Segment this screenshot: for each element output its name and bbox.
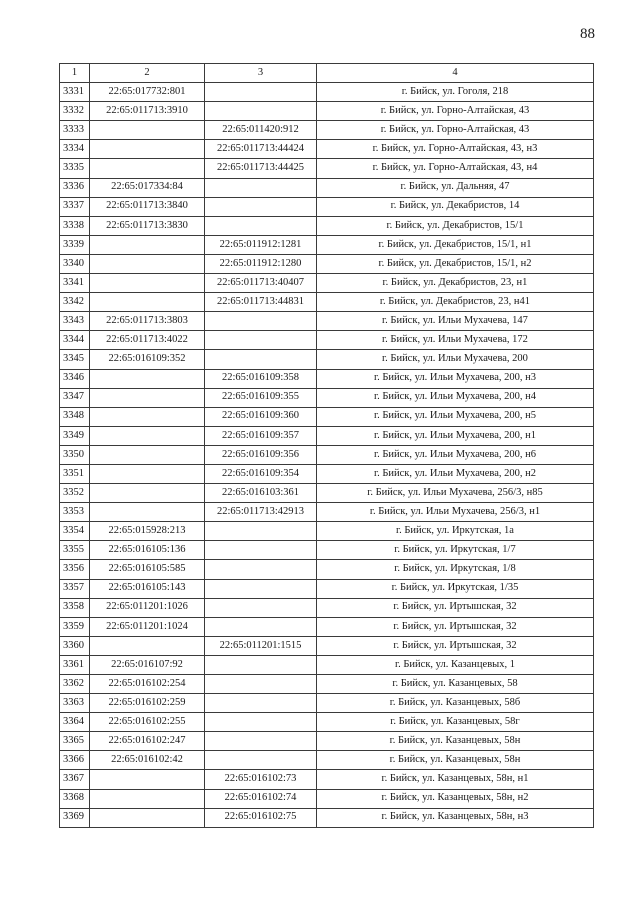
cadastral-number-cell	[90, 254, 205, 273]
cadastral-number-cell	[90, 464, 205, 483]
premises-cadastral-cell	[205, 102, 317, 121]
cadastral-number-cell: 22:65:016102:259	[90, 694, 205, 713]
cadastral-number-cell	[90, 140, 205, 159]
premises-cadastral-cell	[205, 617, 317, 636]
premises-cadastral-cell: 22:65:016109:355	[205, 388, 317, 407]
address-cell: г. Бийск, ул. Иртышская, 32	[317, 636, 594, 655]
table-row	[60, 83, 594, 102]
column-header: 3	[205, 64, 317, 83]
table-row	[60, 808, 594, 827]
cadastral-number-cell: 22:65:016109:352	[90, 350, 205, 369]
cadastral-number-cell	[90, 274, 205, 293]
row-number-cell: 3352	[60, 484, 90, 503]
cadastral-number-cell	[90, 789, 205, 808]
premises-cadastral-cell: 22:65:016109:356	[205, 445, 317, 464]
row-number-cell: 3363	[60, 694, 90, 713]
row-number-cell: 3353	[60, 503, 90, 522]
premises-cadastral-cell	[205, 178, 317, 197]
cadastral-number-cell	[90, 426, 205, 445]
table-row	[60, 159, 594, 178]
cadastral-number-cell	[90, 484, 205, 503]
table-row	[60, 541, 594, 560]
premises-cadastral-cell: 22:65:016109:358	[205, 369, 317, 388]
cadastral-number-cell	[90, 503, 205, 522]
table-row	[60, 445, 594, 464]
cadastral-number-cell: 22:65:016102:255	[90, 713, 205, 732]
address-cell: г. Бийск, ул. Ильи Мухачева, 172	[317, 331, 594, 350]
premises-cadastral-cell	[205, 579, 317, 598]
cadastral-number-cell	[90, 369, 205, 388]
table-body	[60, 83, 594, 828]
address-cell: г. Бийск, ул. Горно-Алтайская, 43, н4	[317, 159, 594, 178]
premises-cadastral-cell: 22:65:011713:42913	[205, 503, 317, 522]
row-number-cell: 3369	[60, 808, 90, 827]
address-cell: г. Бийск, ул. Казанцевых, 58н, н2	[317, 789, 594, 808]
premises-cadastral-cell	[205, 350, 317, 369]
row-number-cell: 3367	[60, 770, 90, 789]
address-cell: г. Бийск, ул. Ильи Мухачева, 200, н2	[317, 464, 594, 483]
table-row	[60, 121, 594, 140]
cadastral-number-cell: 22:65:016107:92	[90, 655, 205, 674]
address-cell: г. Бийск, ул. Иркутская, 1/8	[317, 560, 594, 579]
row-number-cell: 3348	[60, 407, 90, 426]
cadastral-number-cell	[90, 388, 205, 407]
row-number-cell: 3358	[60, 598, 90, 617]
row-number-cell: 3354	[60, 522, 90, 541]
table-row	[60, 770, 594, 789]
cadastral-number-cell	[90, 445, 205, 464]
row-number-cell: 3345	[60, 350, 90, 369]
premises-cadastral-cell: 22:65:016109:360	[205, 407, 317, 426]
premises-cadastral-cell	[205, 560, 317, 579]
cadastral-number-cell: 22:65:016102:247	[90, 732, 205, 751]
row-number-cell: 3366	[60, 751, 90, 770]
table-row	[60, 140, 594, 159]
row-number-cell: 3337	[60, 197, 90, 216]
cadastral-number-cell: 22:65:011201:1024	[90, 617, 205, 636]
cadastral-number-cell: 22:65:011713:3803	[90, 312, 205, 331]
address-cell: г. Бийск, ул. Ильи Мухачева, 200, н6	[317, 445, 594, 464]
cadastral-number-cell	[90, 159, 205, 178]
table-row	[60, 579, 594, 598]
premises-cadastral-cell	[205, 83, 317, 102]
address-cell: г. Бийск, ул. Декабристов, 23, н41	[317, 293, 594, 312]
address-cell: г. Бийск, ул. Дальняя, 47	[317, 178, 594, 197]
row-number-cell: 3333	[60, 121, 90, 140]
premises-cadastral-cell	[205, 732, 317, 751]
row-number-cell: 3356	[60, 560, 90, 579]
table-row	[60, 331, 594, 350]
cadastral-number-cell: 22:65:016102:42	[90, 751, 205, 770]
cadastral-number-cell: 22:65:016105:143	[90, 579, 205, 598]
premises-cadastral-cell	[205, 655, 317, 674]
address-cell: г. Бийск, ул. Декабристов, 14	[317, 197, 594, 216]
address-cell: г. Бийск, ул. Ильи Мухачева, 200	[317, 350, 594, 369]
cadastral-number-cell: 22:65:017334:84	[90, 178, 205, 197]
table-row	[60, 636, 594, 655]
column-header: 1	[60, 64, 90, 83]
table-row	[60, 522, 594, 541]
address-cell: г. Бийск, ул. Иртышская, 32	[317, 617, 594, 636]
address-cell: г. Бийск, ул. Ильи Мухачева, 200, н1	[317, 426, 594, 445]
address-cell: г. Бийск, ул. Горно-Алтайская, 43	[317, 121, 594, 140]
row-number-cell: 3336	[60, 178, 90, 197]
cadastral-number-cell: 22:65:011713:4022	[90, 331, 205, 350]
cadastral-number-cell	[90, 121, 205, 140]
table-row	[60, 178, 594, 197]
cadastral-number-cell: 22:65:011713:3830	[90, 216, 205, 235]
row-number-cell: 3346	[60, 369, 90, 388]
address-cell: г. Бийск, ул. Ильи Мухачева, 256/3, н85	[317, 484, 594, 503]
address-cell: г. Бийск, ул. Казанцевых, 58б	[317, 694, 594, 713]
cadastral-number-cell: 22:65:017732:801	[90, 83, 205, 102]
cadastral-number-cell	[90, 636, 205, 655]
premises-cadastral-cell: 22:65:011912:1280	[205, 254, 317, 273]
table-row	[60, 464, 594, 483]
premises-cadastral-cell: 22:65:011201:1515	[205, 636, 317, 655]
address-cell: г. Бийск, ул. Казанцевых, 1	[317, 655, 594, 674]
row-number-cell: 3332	[60, 102, 90, 121]
row-number-cell: 3339	[60, 235, 90, 254]
premises-cadastral-cell	[205, 216, 317, 235]
address-cell: г. Бийск, ул. Гоголя, 218	[317, 83, 594, 102]
cadastral-number-cell: 22:65:016102:254	[90, 675, 205, 694]
row-number-cell: 3338	[60, 216, 90, 235]
cadastral-number-cell	[90, 808, 205, 827]
premises-cadastral-cell	[205, 694, 317, 713]
table-row	[60, 732, 594, 751]
premises-cadastral-cell	[205, 312, 317, 331]
row-number-cell: 3350	[60, 445, 90, 464]
column-header: 4	[317, 64, 594, 83]
address-cell: г. Бийск, ул. Ильи Мухачева, 200, н3	[317, 369, 594, 388]
cadastral-number-cell	[90, 770, 205, 789]
table-row	[60, 369, 594, 388]
table-row	[60, 655, 594, 674]
table-row	[60, 197, 594, 216]
cadastral-number-cell: 22:65:011713:3910	[90, 102, 205, 121]
row-number-cell: 3334	[60, 140, 90, 159]
row-number-cell: 3360	[60, 636, 90, 655]
row-number-cell: 3355	[60, 541, 90, 560]
cadastral-number-cell	[90, 293, 205, 312]
premises-cadastral-cell: 22:65:016109:357	[205, 426, 317, 445]
cadastral-number-cell: 22:65:011713:3840	[90, 197, 205, 216]
address-cell: г. Бийск, ул. Казанцевых, 58н, н3	[317, 808, 594, 827]
premises-cadastral-cell: 22:65:011713:44831	[205, 293, 317, 312]
table-row	[60, 789, 594, 808]
address-cell: г. Бийск, ул. Декабристов, 15/1, н1	[317, 235, 594, 254]
row-number-cell: 3335	[60, 159, 90, 178]
table-row	[60, 293, 594, 312]
address-cell: г. Бийск, ул. Ильи Мухачева, 147	[317, 312, 594, 331]
address-cell: г. Бийск, ул. Декабристов, 15/1, н2	[317, 254, 594, 273]
table-row	[60, 617, 594, 636]
table-row	[60, 216, 594, 235]
premises-cadastral-cell	[205, 598, 317, 617]
registry-table	[59, 63, 594, 828]
table-row	[60, 350, 594, 369]
address-cell: г. Бийск, ул. Казанцевых, 58н	[317, 732, 594, 751]
premises-cadastral-cell	[205, 522, 317, 541]
row-number-cell: 3349	[60, 426, 90, 445]
premises-cadastral-cell	[205, 541, 317, 560]
table-row	[60, 484, 594, 503]
address-cell: г. Бийск, ул. Казанцевых, 58н	[317, 751, 594, 770]
page-number: 88	[580, 26, 595, 42]
table-row	[60, 751, 594, 770]
address-cell: г. Бийск, ул. Казанцевых, 58н, н1	[317, 770, 594, 789]
table-row	[60, 235, 594, 254]
address-cell: г. Бийск, ул. Иркутская, 1/7	[317, 541, 594, 560]
table-header-row	[60, 64, 594, 83]
premises-cadastral-cell: 22:65:016102:74	[205, 789, 317, 808]
row-number-cell: 3340	[60, 254, 90, 273]
table-row	[60, 426, 594, 445]
premises-cadastral-cell: 22:65:011912:1281	[205, 235, 317, 254]
table-row	[60, 274, 594, 293]
address-cell: г. Бийск, ул. Ильи Мухачева, 200, н5	[317, 407, 594, 426]
address-cell: г. Бийск, ул. Декабристов, 23, н1	[317, 274, 594, 293]
table-row	[60, 694, 594, 713]
table-row	[60, 598, 594, 617]
table-row	[60, 560, 594, 579]
premises-cadastral-cell	[205, 751, 317, 770]
row-number-cell: 3341	[60, 274, 90, 293]
table-row	[60, 713, 594, 732]
premises-cadastral-cell: 22:65:016102:75	[205, 808, 317, 827]
row-number-cell: 3364	[60, 713, 90, 732]
address-cell: г. Бийск, ул. Декабристов, 15/1	[317, 216, 594, 235]
row-number-cell: 3343	[60, 312, 90, 331]
row-number-cell: 3361	[60, 655, 90, 674]
table-row	[60, 312, 594, 331]
row-number-cell: 3331	[60, 83, 90, 102]
cadastral-number-cell: 22:65:016105:136	[90, 541, 205, 560]
premises-cadastral-cell	[205, 675, 317, 694]
address-cell: г. Бийск, ул. Иркутская, 1а	[317, 522, 594, 541]
address-cell: г. Бийск, ул. Иркутская, 1/35	[317, 579, 594, 598]
column-header: 2	[90, 64, 205, 83]
cadastral-number-cell: 22:65:016105:585	[90, 560, 205, 579]
row-number-cell: 3347	[60, 388, 90, 407]
premises-cadastral-cell	[205, 713, 317, 732]
address-cell: г. Бийск, ул. Ильи Мухачева, 256/3, н1	[317, 503, 594, 522]
row-number-cell: 3365	[60, 732, 90, 751]
row-number-cell: 3357	[60, 579, 90, 598]
address-cell: г. Бийск, ул. Горно-Алтайская, 43, н3	[317, 140, 594, 159]
row-number-cell: 3362	[60, 675, 90, 694]
premises-cadastral-cell	[205, 197, 317, 216]
cadastral-number-cell: 22:65:015928:213	[90, 522, 205, 541]
address-cell: г. Бийск, ул. Казанцевых, 58	[317, 675, 594, 694]
table-row	[60, 388, 594, 407]
row-number-cell: 3368	[60, 789, 90, 808]
table-row	[60, 254, 594, 273]
table-row	[60, 407, 594, 426]
premises-cadastral-cell: 22:65:016102:73	[205, 770, 317, 789]
table-row	[60, 675, 594, 694]
row-number-cell: 3342	[60, 293, 90, 312]
premises-cadastral-cell: 22:65:011420:912	[205, 121, 317, 140]
table-row	[60, 503, 594, 522]
row-number-cell: 3351	[60, 464, 90, 483]
cadastral-number-cell	[90, 235, 205, 254]
address-cell: г. Бийск, ул. Ильи Мухачева, 200, н4	[317, 388, 594, 407]
premises-cadastral-cell	[205, 331, 317, 350]
cadastral-number-cell: 22:65:011201:1026	[90, 598, 205, 617]
row-number-cell: 3359	[60, 617, 90, 636]
premises-cadastral-cell: 22:65:016109:354	[205, 464, 317, 483]
address-cell: г. Бийск, ул. Казанцевых, 58г	[317, 713, 594, 732]
premises-cadastral-cell: 22:65:016103:361	[205, 484, 317, 503]
address-cell: г. Бийск, ул. Иртышская, 32	[317, 598, 594, 617]
premises-cadastral-cell: 22:65:011713:40407	[205, 274, 317, 293]
premises-cadastral-cell: 22:65:011713:44424	[205, 140, 317, 159]
premises-cadastral-cell: 22:65:011713:44425	[205, 159, 317, 178]
row-number-cell: 3344	[60, 331, 90, 350]
cadastral-number-cell	[90, 407, 205, 426]
address-cell: г. Бийск, ул. Горно-Алтайская, 43	[317, 102, 594, 121]
table-row	[60, 102, 594, 121]
